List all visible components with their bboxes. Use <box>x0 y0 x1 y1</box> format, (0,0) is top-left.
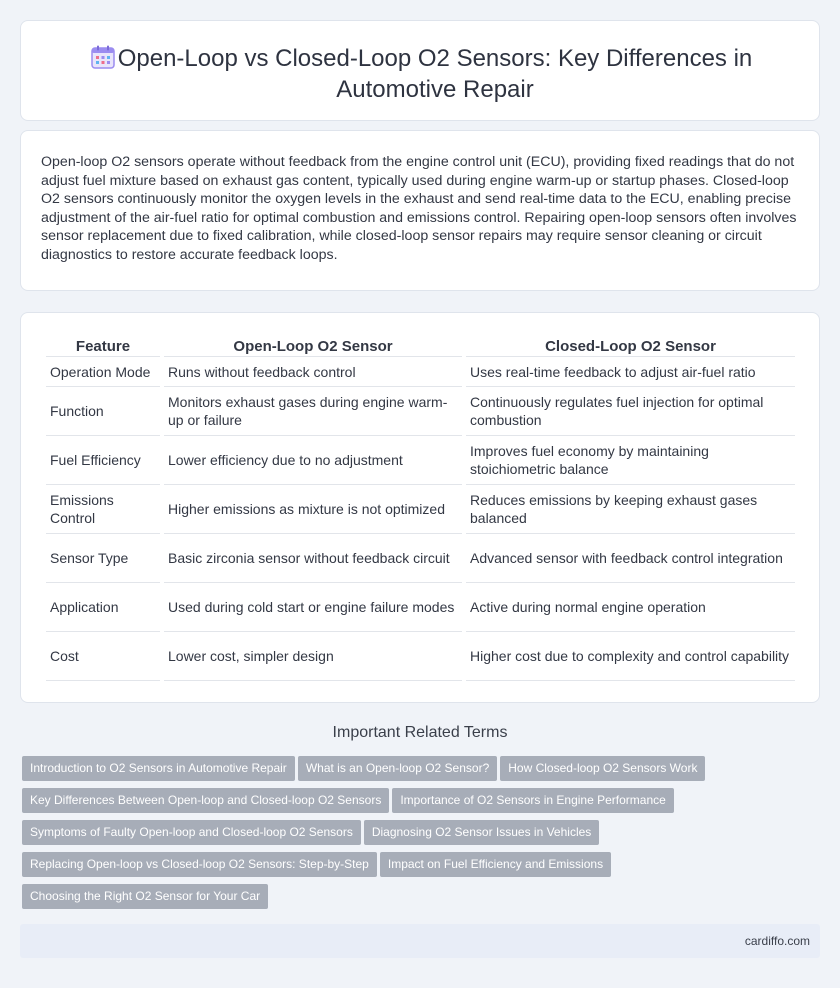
header-open-loop: Open-Loop O2 Sensor <box>164 333 462 357</box>
table-row <box>46 357 795 387</box>
table-row <box>46 583 795 632</box>
closed-loop-cell: Active during normal engine operation <box>466 583 795 632</box>
closed-loop-cell: Reduces emissions by keeping exhaust gases balanced <box>466 485 795 534</box>
closed-loop-cell: Continuously regulates fuel injection for optimal combustion <box>466 387 795 436</box>
related-term-link[interactable]: Symptoms of Faulty Open-loop and Closed-loop O2 Sensors <box>22 820 361 845</box>
related-term-link[interactable]: Replacing Open-loop vs Closed-loop O2 Sensors: Step-by-Step <box>22 852 377 877</box>
comparison-table <box>42 333 799 681</box>
intro-card <box>20 130 820 291</box>
header-feature: Feature <box>46 333 160 357</box>
open-loop-cell: Monitors exhaust gases during engine warm-up or failure <box>164 387 462 436</box>
table-row <box>46 436 795 485</box>
related-term-link[interactable]: How Closed-loop O2 Sensors Work <box>500 756 705 781</box>
header-closed-loop: Closed-Loop O2 Sensor <box>466 333 795 357</box>
related-term-link[interactable]: Key Differences Between Open-loop and Closed-loop O2 Sensors <box>22 788 389 813</box>
related-terms-list <box>22 756 812 916</box>
intro-paragraph: Open-loop O2 sensors operate without feedback from the engine control unit (ECU), providing fixed readings that do not adjust fuel mixture based on exhaust gas content, typically used during engine warm-up or startup phases. Closed-loop O2 sensors continuously monitor the oxygen levels in the exhaust and send real-time data to the ECU, enabling precise adjustment of the air-fuel ratio for optimal combustion and emissions control. Repairing open-loop sensors often involves sensor replacement due to fixed calibration, while closed-loop sensor repairs may require sensor cleaning or circuit diagnostics to restore accurate feedback loops. <box>41 154 797 263</box>
page-title: Open-Loop vs Closed-Loop O2 Sensors: Key Differences in Automotive Repair <box>117 45 753 103</box>
feature-cell: Fuel Efficiency <box>46 436 160 485</box>
open-loop-cell: Basic zirconia sensor without feedback circuit <box>164 534 462 583</box>
table-header-row <box>46 333 795 357</box>
feature-cell: Emissions Control <box>46 485 160 534</box>
feature-cell: Application <box>46 583 160 632</box>
title-card <box>20 20 820 121</box>
related-term-link[interactable]: What is an Open-loop O2 Sensor? <box>298 756 497 781</box>
title-wrap <box>21 43 819 105</box>
open-loop-cell: Used during cold start or engine failure modes <box>164 583 462 632</box>
closed-loop-cell: Improves fuel economy by maintaining stoichiometric balance <box>466 436 795 485</box>
closed-loop-cell: Higher cost due to complexity and control capability <box>466 632 795 681</box>
feature-cell: Function <box>46 387 160 436</box>
related-term-link[interactable]: Impact on Fuel Efficiency and Emissions <box>380 852 611 877</box>
table-row <box>46 387 795 436</box>
open-loop-cell: Lower efficiency due to no adjustment <box>164 436 462 485</box>
open-loop-cell: Higher emissions as mixture is not optimized <box>164 485 462 534</box>
feature-cell: Cost <box>46 632 160 681</box>
closed-loop-cell: Uses real-time feedback to adjust air-fuel ratio <box>466 357 795 387</box>
related-term-link[interactable]: Diagnosing O2 Sensor Issues in Vehicles <box>364 820 599 845</box>
table-row <box>46 632 795 681</box>
closed-loop-cell: Advanced sensor with feedback control integration <box>466 534 795 583</box>
footer-bar <box>20 924 820 958</box>
table-row <box>46 485 795 534</box>
feature-cell: Operation Mode <box>46 357 160 387</box>
comparison-table-card <box>20 312 820 703</box>
related-term-link[interactable]: Introduction to O2 Sensors in Automotive Repair <box>22 756 295 781</box>
related-terms-heading: Important Related Terms <box>332 724 508 741</box>
feature-cell: Sensor Type <box>46 534 160 583</box>
table-row <box>46 534 795 583</box>
footer-site-link[interactable]: cardiffo.com <box>744 934 810 948</box>
open-loop-cell: Runs without feedback control <box>164 357 462 387</box>
related-term-link[interactable]: Choosing the Right O2 Sensor for Your Car <box>22 884 268 909</box>
calendar-grid-icon <box>91 45 115 69</box>
open-loop-cell: Lower cost, simpler design <box>164 632 462 681</box>
related-term-link[interactable]: Importance of O2 Sensors in Engine Performance <box>392 788 673 813</box>
